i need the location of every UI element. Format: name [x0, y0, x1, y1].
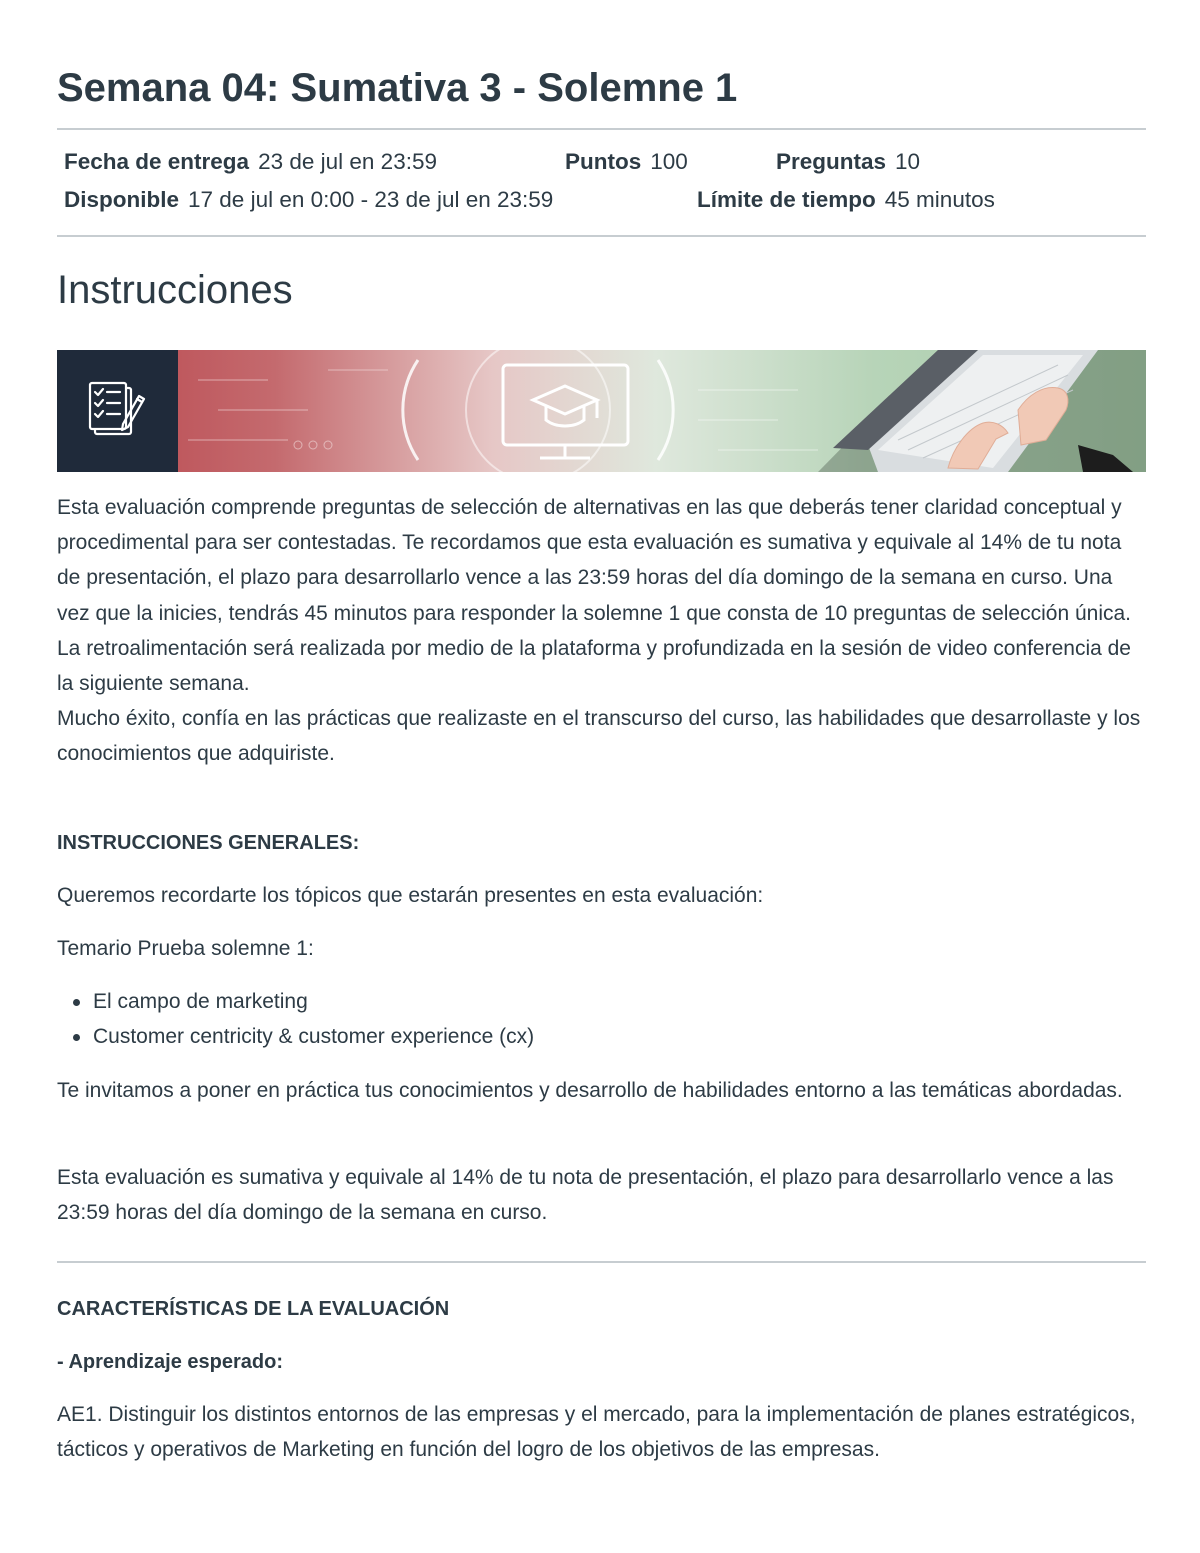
general-instructions-heading: INSTRUCCIONES GENERALES: [57, 832, 360, 854]
learning-outcome-heading: - Aprendizaje esperado: [57, 1351, 283, 1373]
summative-paragraph: Esta evaluación es sumativa y equivale al 14% de tu nota de presentación, el plazo para desarrollarlo vence a las 23:59 horas del día domingo de la semana en curso. [57, 1166, 1114, 1225]
topics-list [57, 984, 534, 1054]
learning-outcome-text: AE1. Distinguir los distintos entornos de las empresas y el mercado, para la implementación de planes estratégicos, tácticos y operativos de Marketing en función del logro de los objetivos de las empresas. [57, 1403, 1136, 1462]
topics-intro: Queremos recordarte los tópicos que estarán presentes en esta evaluación: [57, 884, 764, 907]
bullet-icon [73, 1034, 80, 1041]
bullet-icon [73, 999, 80, 1006]
questions-value: 10 [895, 149, 921, 174]
points-label: Puntos [565, 149, 642, 174]
document-checklist-icon [57, 350, 178, 472]
time-limit-label: Límite de tiempo [697, 187, 876, 212]
due-date-label: Fecha de entrega [64, 149, 250, 174]
instructions-heading: Instrucciones [57, 268, 293, 312]
encouragement-paragraph: Mucho éxito, confía en las prácticas que realizaste en el transcurso del curso, las habilidades que desarrollaste y los conocimientos que adquiriste. [57, 707, 1141, 766]
available-value: 17 de jul en 0:00 - 23 de jul en 23:59 [188, 187, 554, 212]
banner-icon-box [57, 350, 178, 472]
intro-paragraph: Esta evaluación comprende preguntas de selección de alternativas en las que deberás tener claridad conceptual y procedimental para ser contestadas. Te recordamos que esta evaluación es sumativa y equivale al 14% de tu nota de presentación, el plazo para desarrollarlo vence a las 23:59 horas del día domingo de la semana en curso. Una vez que la inicies, tendrás 45 minutos para responder la solemne 1 que consta de 10 preguntas de selección única. La retroalimentación será realizada por medio de la plataforma y profundizada en la sesión de video conferencia de la siguiente semana. [57, 496, 1132, 696]
due-date [64, 149, 437, 175]
topic-text: Customer centricity & customer experience (cx) [93, 1025, 535, 1049]
list-item [57, 984, 534, 1019]
divider [57, 1261, 1146, 1263]
time-limit [697, 187, 995, 213]
points-value: 100 [650, 149, 688, 174]
syllabus-label: Temario Prueba solemne 1: [57, 937, 314, 960]
available-label: Disponible [64, 187, 180, 212]
time-limit-value: 45 minutos [884, 187, 995, 212]
points [565, 149, 688, 175]
invite-paragraph: Te invitamos a poner en práctica tus conocimientos y desarrollo de habilidades entorno a las temáticas abordadas. [57, 1079, 1123, 1102]
divider [57, 128, 1146, 130]
characteristics-heading: CARACTERÍSTICAS DE LA EVALUACIÓN [57, 1298, 450, 1320]
questions [776, 149, 920, 175]
instructions-banner [57, 350, 1146, 472]
due-date-value: 23 de jul en 23:59 [258, 149, 437, 174]
available-window [64, 187, 553, 213]
banner-illustration [178, 350, 1146, 472]
page-title: Semana 04: Sumativa 3 - Solemne 1 [57, 66, 738, 110]
topic-text: El campo de marketing [93, 990, 308, 1013]
questions-label: Preguntas [776, 149, 887, 174]
list-item [57, 1019, 534, 1054]
divider [57, 235, 1146, 237]
